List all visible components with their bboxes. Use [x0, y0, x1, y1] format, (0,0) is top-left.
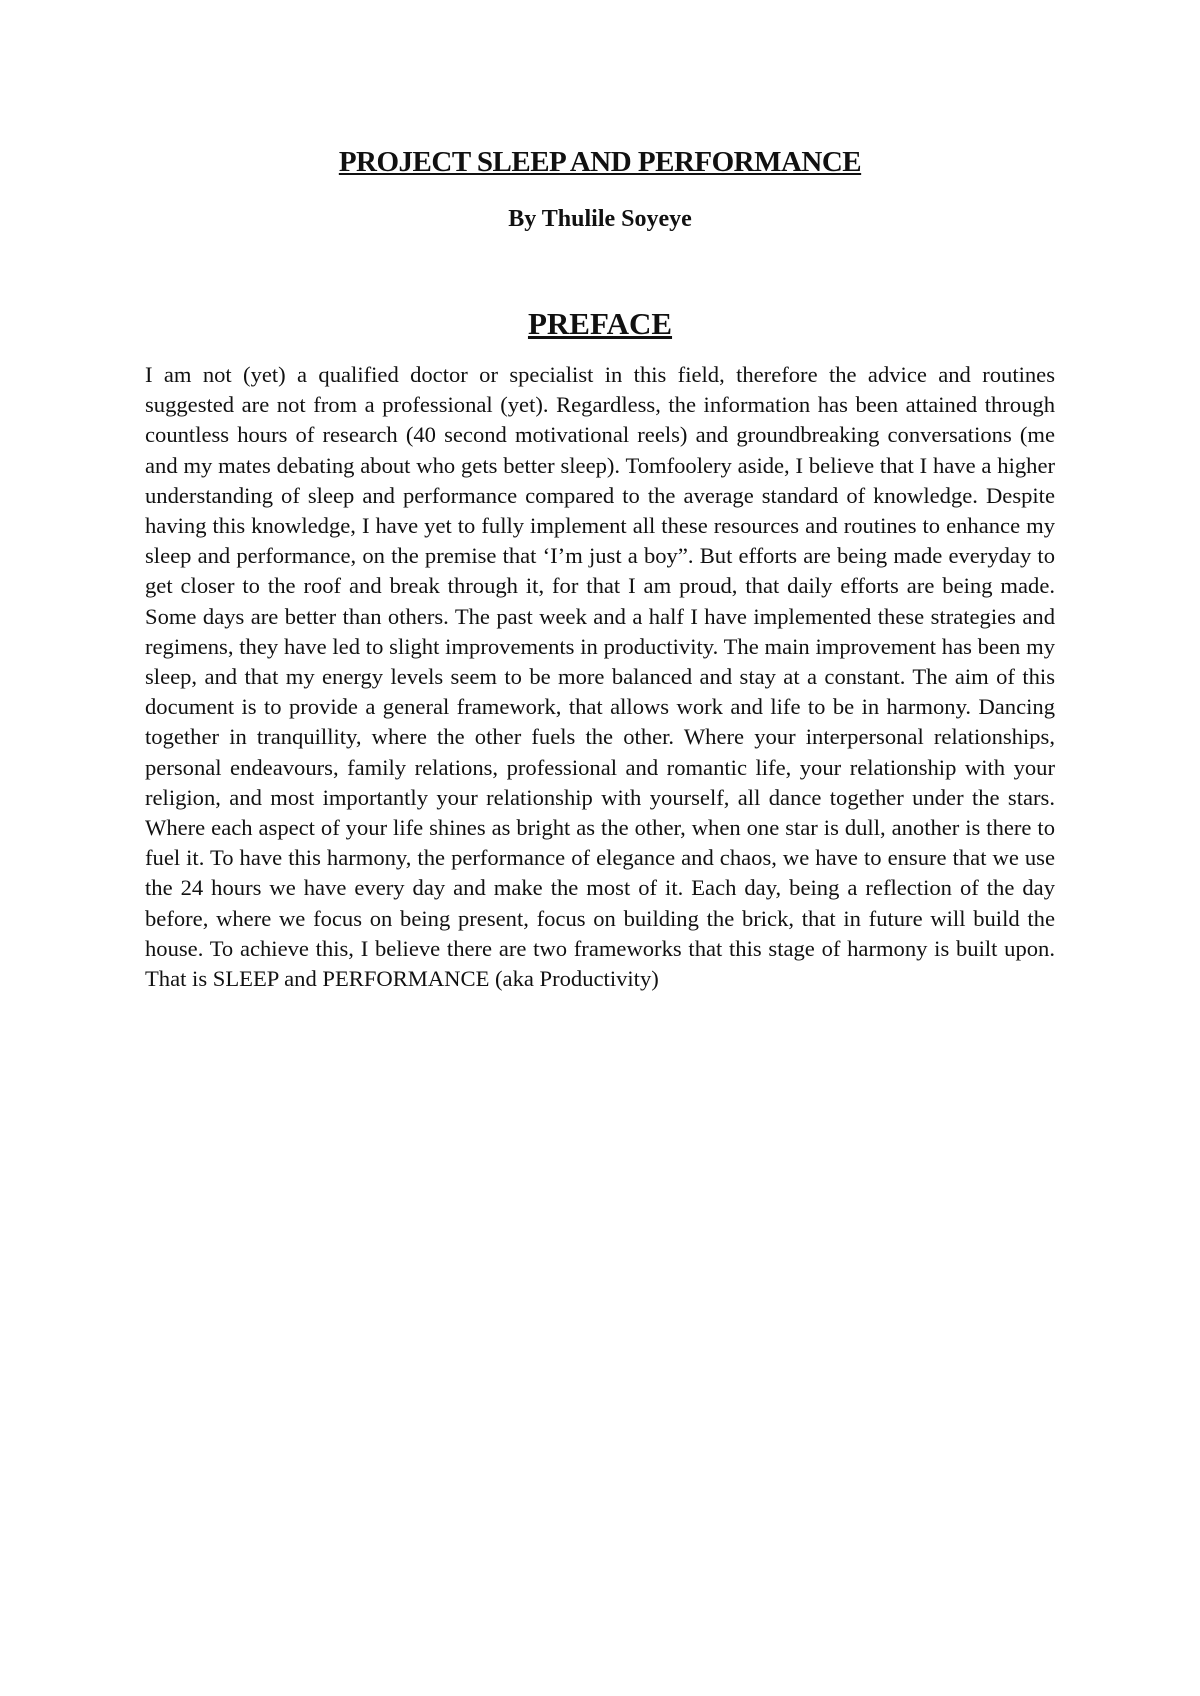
document-title: PROJECT SLEEP AND PERFORMANCE — [338, 146, 862, 178]
section-heading-preface: PREFACE — [527, 306, 673, 341]
document-author: By Thulile Soyeye — [508, 206, 692, 232]
preface-paragraph: I am not (yet) a qualified doctor or specialist in this field, therefore the advice and routines suggested are not from a professional (yet). Regardless, the information has been attained through countless hours of research (40 second motivational reels) and groundbreaking conversations (me and my mates debating about who gets better sleep). Tomfoolery aside, I believe that I have a higher understanding of sleep and performance compared to the average standard of knowledge. Despite having this knowledge, I have yet to fully implement all these resources and routines to enhance my sleep and performance, on the premise that ‘I’m just a boy”. But efforts are being made everyday to get closer to the roof and break through it, for that I am proud, that daily efforts are being made. Some days are better than others. The past week and a half I have implemented these strategies and regimens, they have led to slight improvements in productivity. The main improvement has been my sleep, and that my energy levels seem to be more balanced and stay at a constant. The aim of this document is to provide a general framework, that allows work and life to be in harmony. Dancing together in tranquillity, where the other fuels the other. Where your interpersonal relationships, personal endeavours, family relations, professional and romantic life, your relationship with your religion, and most importantly your relationship with yourself, all dance together under the stars. Where each aspect of your life shines as bright as the other, when one star is dull, another is there to fuel it. To have this harmony, the performance of elegance and chaos, we have to ensure that we use the 24 hours we have every day and make the most of it. Each day, being a reflection of the day before, where we focus on being present, focus on building the brick, that in future will build the house. To achieve this, I believe there are two frameworks that this stage of harmony is built upon. That is SLEEP and PERFORMANCE (aka Productivity) — [145, 362, 1055, 992]
